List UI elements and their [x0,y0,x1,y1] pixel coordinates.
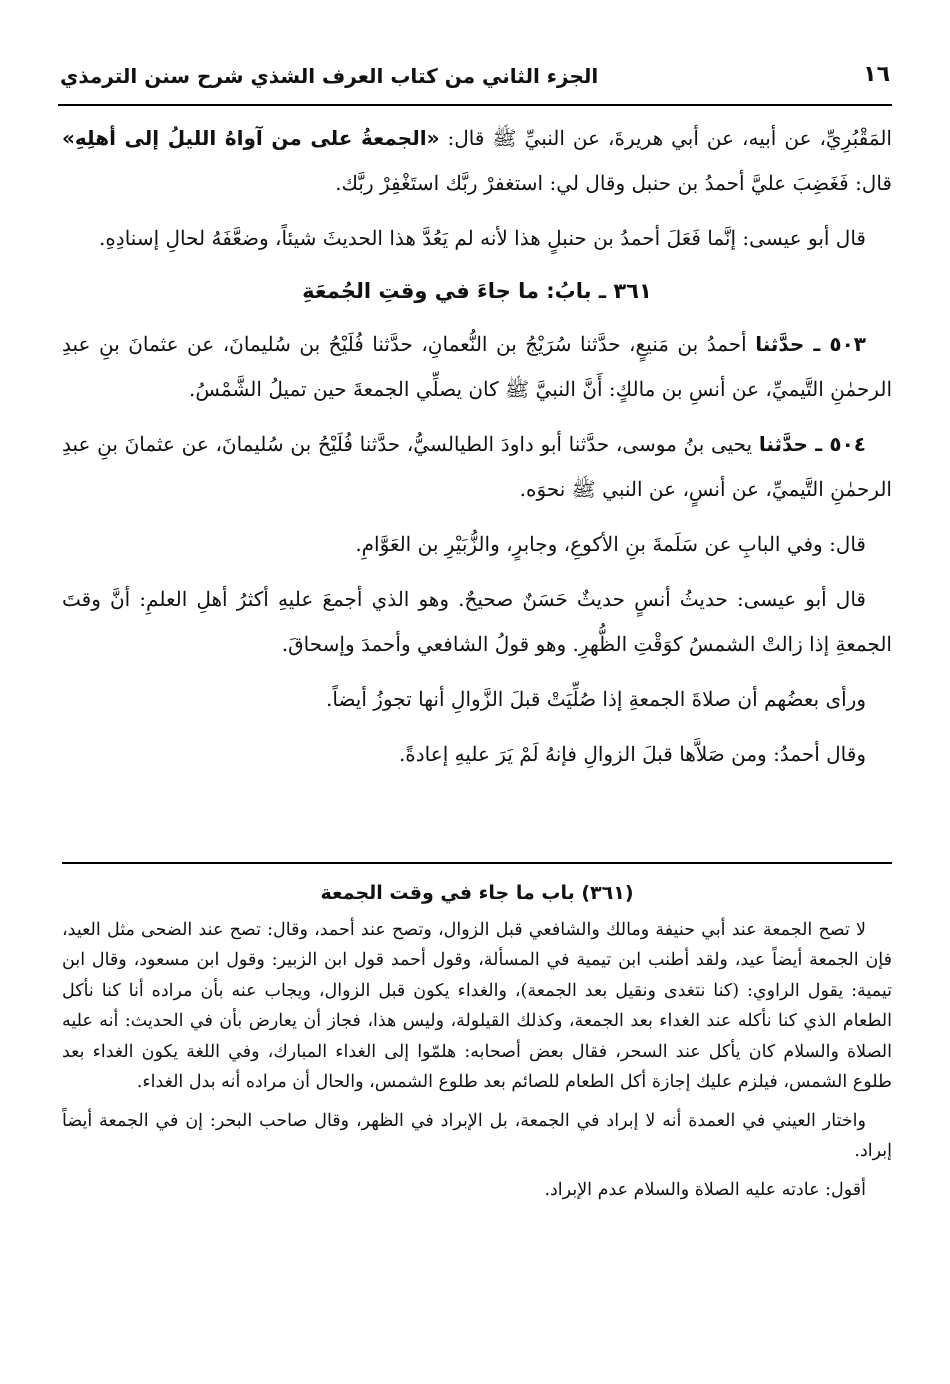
p1-end: قال: فَغَضِبَ عليَّ أحمدُ بن حنبل وقال لي: استغفرْ ربَّك استَغْفِرْ ربَّك. [335,171,892,195]
hadith-504-text: يحيى بنُ موسى، حدَّثنا أبو داودَ الطيالسيُّ، حدَّثنا فُلَيْحُ بن سُليمانَ، عن عثمانَ بنِ عبدِ الرحمٰنِ التَّيميِّ، عن أنسٍ، عن النبي ﷺ نحوَه. [62,432,892,501]
paragraph-raa-badhuhum: ورأى بعضُهم أن صلاةَ الجمعةِ إذا صُلِّيَتْ قبلَ الزَّوالِ أنها تجوزُ أيضاً. [326,687,866,711]
hadith-504-label: ٥٠٤ ـ حدَّثنا [758,432,866,456]
p1-start: المَقْبُرِيِّ، عن أبيه، عن أبي هريرةَ، عن النبيِّ ﷺ قال: [439,126,892,150]
paragraph-abu-isa-grading: قال أبو عيسى: حديثُ أنسٍ حديثٌ حَسَنٌ صحيحٌ. وهو الذي أجمعَ عليهِ أكثرُ أهلِ العلمِ: أنَّ وقتَ الجمعةِ إذا زالتْ الشمسُ كوَقْتِ الظُّهرِ. وهو قولُ الشافعي وأحمدَ وإسحاقَ. [62,587,892,656]
commentary-paragraph-2: واختار العيني في العمدة أنه لا إبراد في الجمعة، بل الإبراد في الظهر، وقال صاحب البحر: إن في الجمعة أيضاً إبراد. [62,1110,892,1161]
hadith-503-text: أحمدُ بن مَنيعٍ، حدَّثنا سُرَيْجُ بن النُّعمانِ، حدَّثنا فُلَيْحُ بن سُليمانَ، عن عثمانَ بنِ عبدِ الرحمٰنِ التَّيميِّ، عن أنسِ بن مالكٍ: أَنَّ النبيَّ ﷺ كان يصلِّي الجمعةَ حين تميلُ الشَّمْسُ. [62,332,892,401]
hadith-504 [62,422,892,512]
header-rule [58,104,892,106]
commentary-section [62,878,892,1205]
hadith-503-label: ٥٠٣ ـ حدَّثنا [755,332,866,356]
hadith-text [62,116,892,777]
commentary-title: (٣٦١) باب ما جاء في وقت الجمعة [320,882,634,904]
commentary-paragraph-3: أقول: عادته عليه الصلاة والسلام عدم الإبراد. [544,1179,866,1200]
page-header [60,58,890,98]
section-divider [62,862,892,864]
paragraph-abu-isa-comment: قال أبو عيسى: إنَّما فَعَلَ أحمدُ بن حنبلٍ هذا لأنه لم يَعُدَّ هذا الحديثَ شيئاً، وضعَّفَهُ لحالِ إسنادِهِ. [98,226,866,250]
hadith-503 [62,322,892,412]
paragraph-maqburi [62,116,892,206]
chapter-heading: ٣٦١ ـ بابُ: ما جاءَ في وقتِ الجُمعَةِ [302,279,652,303]
paragraph-wafil-bab: قال: وفي البابِ عن سَلَمةَ بنِ الأكوعِ، وجابرٍ، والزُّبَيْرِ بن العَوَّامِ. [355,532,866,556]
paragraph-qala-ahmad: وقال أحمدُ: ومن صَلاَّها قبلَ الزوالِ فإنهُ لَمْ يَرَ عليهِ إعادةً. [398,742,866,766]
hadith-quote: «الجمعةُ على من آواهُ الليلُ إلى أهلِهِ» [62,126,440,150]
page-number: ١٦ [863,62,890,87]
running-title: الجزء الثاني من كتاب العرف الشذي شرح سنن الترمذي [60,64,599,88]
commentary-paragraph-1: لا تصح الجمعة عند أبي حنيفة ومالك والشافعي قبل الزوال، وتصح عند أحمد، وقال: تصح عند الضحى مثل العيد، فإن الجمعة أيضاً عيد، ولقد أطنب ابن تيمية في المسألة، وقول أحمد قول ابن الزبير: وقول ابن مسعود، وقال ابن تيمية: يقول الراوي: (كنا نتغدى ونقيل بعد الجمعة)، والغداء يكون قبل الزوال، ويجاب عنه بأن مراده أنا كنا نأكل الطعام الذي كنا نأكله عند الغداء بعد الجمعة، وكذلك القيلولة، وليس هذا، فجاز أن يعارض بأن في الحديث: أنه عليه الصلاة والسلام كان يأكل عند السحر، فقال بعض أصحابه: هلمّوا إلى الغداء المبارك، وفي اللغة يكون الغداء بعد طلوع الشمس، فيلزم عليك إجازة أكل الطعام للصائم بعد طلوع الشمس، والحال أن مراده أنه بدل الغداء. [62,919,892,1092]
